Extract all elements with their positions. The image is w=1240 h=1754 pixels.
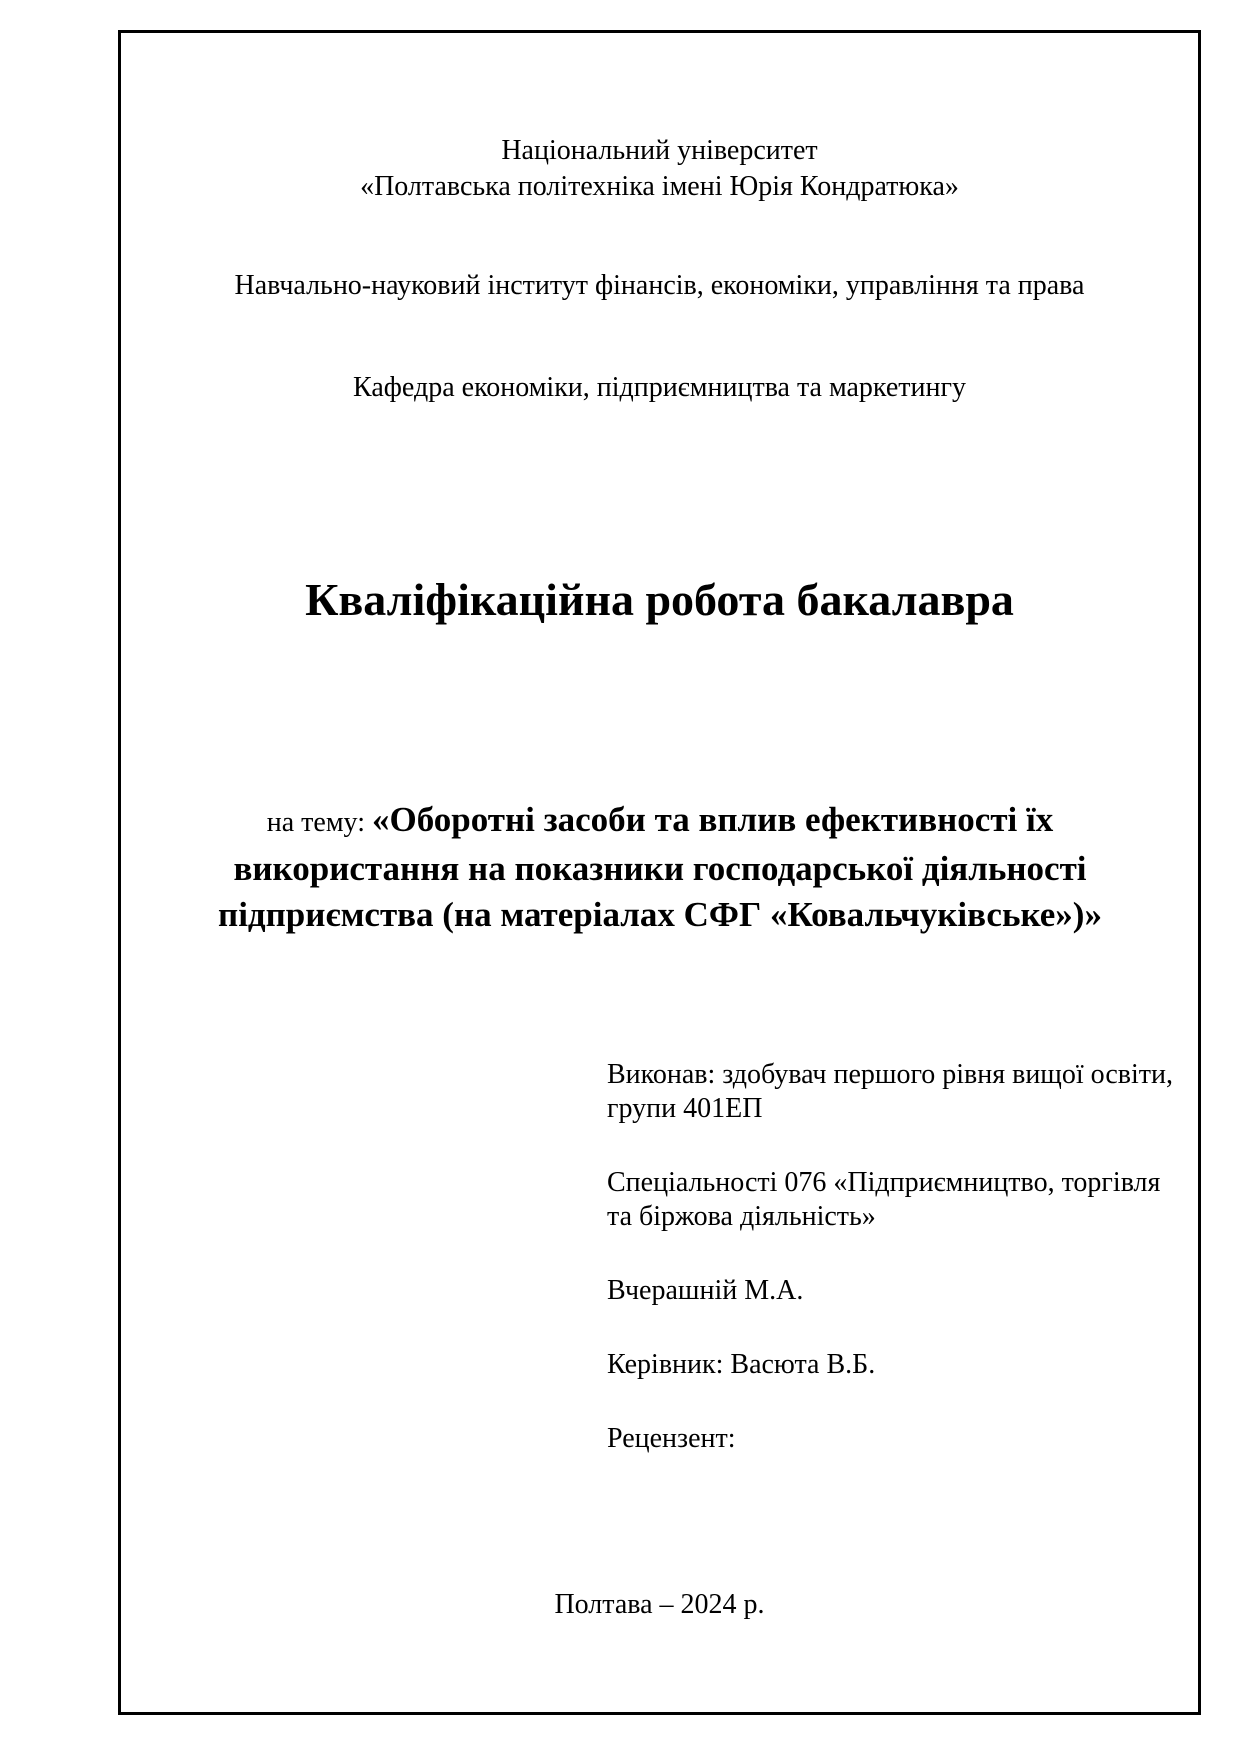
university-name [121,133,1198,205]
department-name: Кафедра економіки, підприємництва та маркетингу [353,372,966,403]
institute-name: Навчально-науковий інститут фінансів, економіки, управління та права [234,270,1085,301]
performer-info: Виконав: здобувач першого рівня вищої освіти, групи 401ЕП [607,1059,1173,1124]
reviewer-info: Рецензент: [607,1423,736,1454]
topic-prefix: на тему: [266,807,372,838]
student-name: Вчерашній М.А. [607,1275,804,1306]
specialty-info: Спеціальності 076 «Підприємництво, торгівля та біржова діяльність» [607,1167,1161,1232]
university-line-1: Національний університет [501,135,818,166]
university-line-2: «Полтавська політехніка імені Юрія Кондратюка» [360,171,959,202]
work-type-title: Кваліфікаційна робота бакалавра [305,574,1014,625]
author-info-block [607,1058,1187,1496]
city-year: Полтава – 2024 р. [554,1589,765,1620]
topic-title: «Оборотні засоби та вплив ефективності їх використання на показники господарської діяльності підприємства (на матеріалах СФГ «Ковальчуківське»)» [218,800,1102,934]
supervisor-info: Керівник: Васюта В.Б. [607,1349,876,1380]
thesis-topic [160,797,1160,938]
